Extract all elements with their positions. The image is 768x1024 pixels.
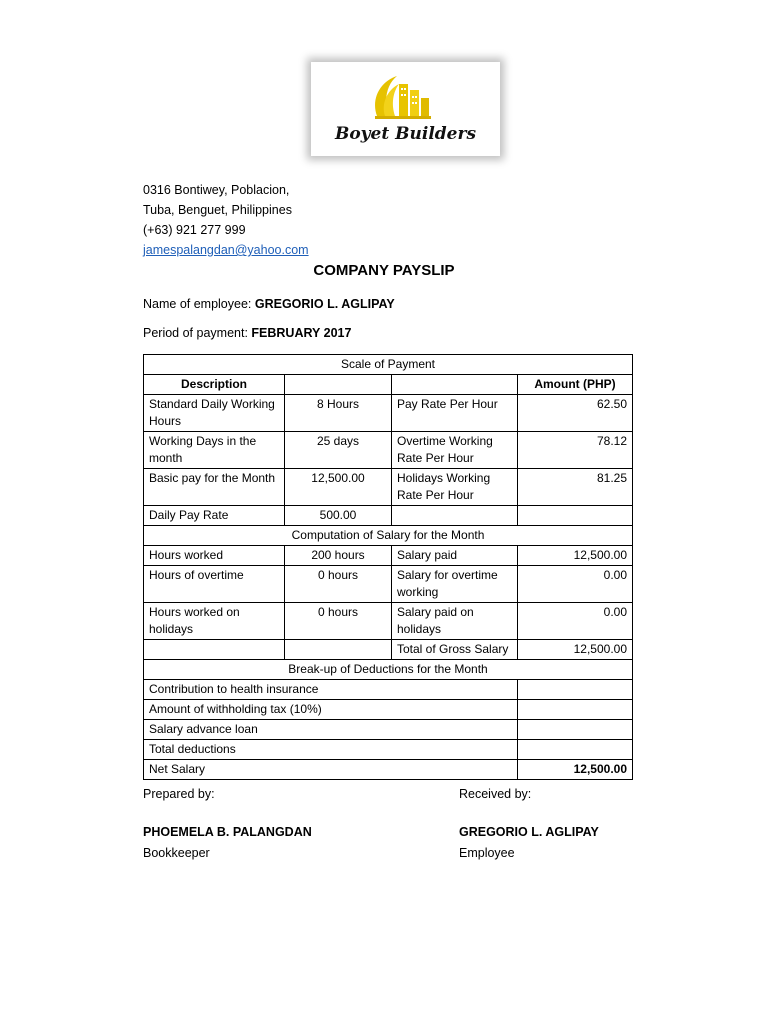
net-salary-label: Net Salary: [144, 760, 518, 780]
address-line-1: 0316 Bontiwey, Poblacion,: [143, 183, 290, 197]
table-row: Contribution to health insurance: [144, 680, 633, 700]
page-title: COMPANY PAYSLIP: [313, 262, 455, 279]
logo-brand-name: Boyet Builders: [334, 124, 477, 144]
employee-name-label: Name of employee:: [143, 297, 255, 311]
preparer-role: Bookkeeper: [143, 846, 210, 860]
table-row: Working Days in the month 25 days Overtime Working Rate Per Hour 78.12: [144, 432, 633, 469]
net-salary-amount: 12,500.00: [518, 760, 633, 780]
table-row: Standard Daily Working Hours 8 Hours Pay Rate Per Hour 62.50: [144, 395, 633, 432]
payment-period-line: [143, 326, 351, 340]
amount-column-header: Amount (PHP): [518, 375, 633, 395]
table-row: Hours worked 200 hours Salary paid 12,500.00: [144, 546, 633, 566]
email-link[interactable]: jamespalangdan@yahoo.com: [143, 243, 309, 257]
preparer-name: PHOEMELA B. PALANGDAN: [143, 825, 312, 839]
table-row: Daily Pay Rate 500.00: [144, 506, 633, 526]
description-column-header: Description: [144, 375, 285, 395]
computation-section-header: Computation of Salary for the Month: [144, 526, 633, 546]
table-row: Hours worked on holidays 0 hours Salary paid on holidays 0.00: [144, 603, 633, 640]
table-row: Basic pay for the Month 12,500.00 Holidays Working Rate Per Hour 81.25: [144, 469, 633, 506]
address-line-2: Tuba, Benguet, Philippines: [143, 203, 292, 217]
employee-name-line: [143, 297, 395, 311]
receiver-name: GREGORIO L. AGLIPAY: [459, 825, 599, 839]
received-by-label: Received by:: [459, 787, 532, 801]
table-row: Amount of withholding tax (10%): [144, 700, 633, 720]
payslip-table: [143, 354, 633, 780]
company-address: [143, 180, 309, 260]
scale-of-payment-header: Scale of Payment: [144, 355, 633, 375]
prepared-by-label: Prepared by:: [143, 787, 215, 801]
employee-name-value: GREGORIO L. AGLIPAY: [254, 297, 395, 311]
net-salary-row: [144, 760, 633, 780]
table-row: Total deductions: [144, 740, 633, 760]
table-row: Total of Gross Salary 12,500.00: [144, 640, 633, 660]
phone-number: (+63) 921 277 999: [143, 223, 246, 237]
payment-period-value: FEBRUARY 2017: [251, 326, 352, 340]
table-row: Salary advance loan: [144, 720, 633, 740]
payment-period-label: Period of payment:: [143, 326, 252, 340]
building-logo-icon: [369, 70, 443, 126]
table-row: Hours of overtime 0 hours Salary for overtime working 0.00: [144, 566, 633, 603]
receiver-role: Employee: [459, 846, 515, 860]
deductions-section-header: Break-up of Deductions for the Month: [144, 660, 633, 680]
company-logo: [311, 62, 500, 156]
